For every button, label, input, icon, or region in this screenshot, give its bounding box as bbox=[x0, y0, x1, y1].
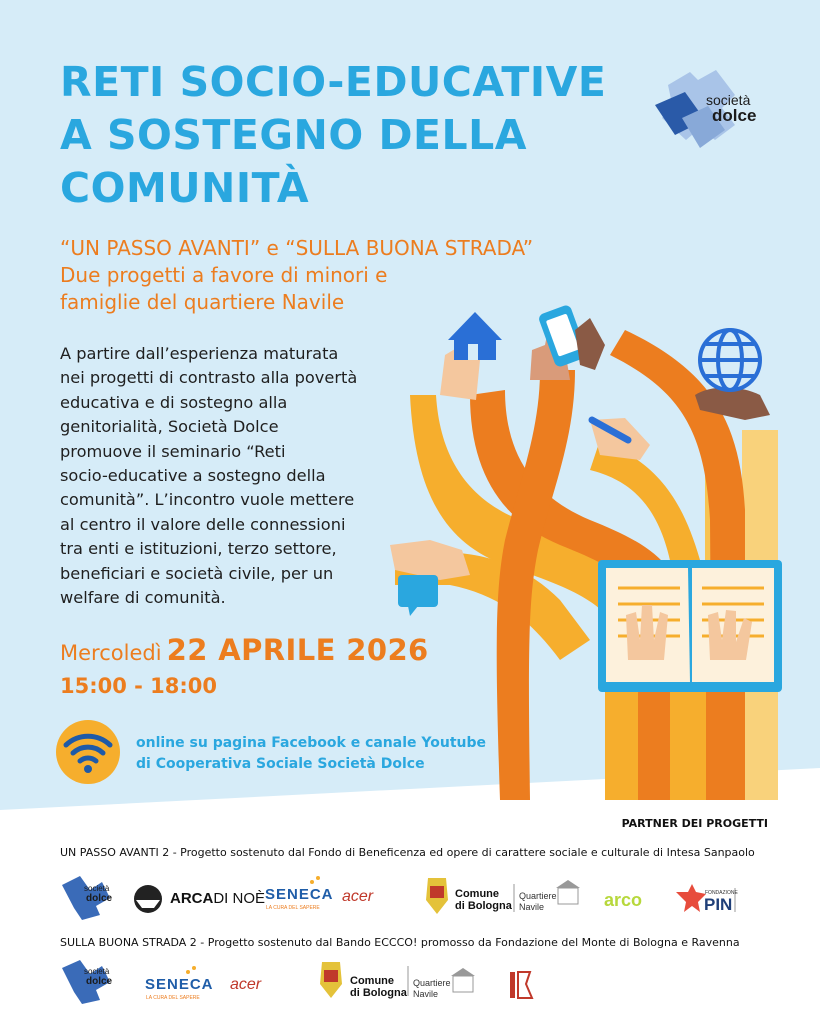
online-info[interactable] bbox=[136, 733, 486, 775]
seneca-logo-2: SENECA bbox=[145, 976, 214, 993]
body-line: al centro il valore delle connessioni bbox=[60, 514, 346, 534]
online-line-2: di Cooperativa Sociale Società Dolce bbox=[136, 756, 425, 772]
arca-logo-text bbox=[170, 890, 265, 907]
quartiere-1-line2: Navile bbox=[519, 902, 545, 912]
online-line-1: online su pagina Facebook e canale Youtube bbox=[136, 735, 487, 751]
partner-2-brand-line1: società bbox=[84, 967, 110, 976]
brand-logo-line1: società bbox=[706, 92, 751, 108]
page-title bbox=[60, 56, 640, 215]
partner-logo-fondazione-monte bbox=[510, 972, 532, 998]
comune-logo-1-line2: di Bologna bbox=[455, 900, 512, 912]
pin-logo-small: FONDAZIONE bbox=[705, 890, 738, 896]
quartiere-2-line2: Navile bbox=[413, 989, 439, 999]
comune-logo-2-line1: Comune bbox=[350, 975, 394, 987]
partner-1-brand-line2: dolce bbox=[86, 893, 113, 904]
event-date bbox=[60, 633, 429, 667]
quartiere-1-line1: Quartiere bbox=[519, 891, 557, 901]
title-line: RETI SOCIO-EDUCATIVE bbox=[60, 58, 607, 106]
brand-logo-line2: dolce bbox=[712, 106, 757, 125]
arca-text-a: ARCA bbox=[170, 890, 214, 907]
partner-logo-seneca-2 bbox=[186, 966, 196, 974]
body-line: educativa e di sostegno alla bbox=[60, 392, 288, 412]
partners-heading: PARTNER DEI PROGETTI bbox=[621, 817, 768, 830]
acer-logo-1: acer bbox=[342, 888, 374, 905]
body-line: socio-educative a sostegno della bbox=[60, 466, 326, 486]
body-line: genitorialità, Società Dolce bbox=[60, 417, 279, 437]
seneca-tag-2: LA CURA DEL SAPERE bbox=[146, 995, 200, 1001]
wifi-icon bbox=[56, 720, 120, 784]
body-line: comunità”. L’incontro vuole mettere bbox=[60, 490, 355, 510]
description-text bbox=[60, 342, 390, 610]
pin-logo: PIN bbox=[704, 895, 733, 914]
body-line: tra enti e istituzioni, terzo settore, bbox=[60, 539, 337, 559]
seneca-logo-1: SENECA bbox=[265, 886, 334, 903]
arco-logo: arco bbox=[604, 890, 643, 910]
body-line: promuove il seminario “Reti bbox=[60, 441, 286, 461]
partner-1-brand-line1: società bbox=[84, 884, 110, 893]
project1-description: UN PASSO AVANTI 2 - Progetto sostenuto dal Fondo di Beneficenza ed opere di carattere sociale e culturale di Intesa Sanpaolo bbox=[60, 846, 755, 859]
quartiere-2-line1: Quartiere bbox=[413, 978, 451, 988]
seneca-tag-1: LA CURA DEL SAPERE bbox=[266, 905, 320, 911]
partner-logo-quartiere-2 bbox=[451, 968, 475, 992]
body-line: welfare di comunità. bbox=[60, 588, 226, 608]
arca-text-b: DI NOÈ bbox=[213, 890, 266, 907]
project2-description: SULLA BUONA STRADA 2 - Progetto sostenuto dal Bando ECCCO! promosso da Fondazione del Monte di Bologna e Ravenna bbox=[60, 936, 740, 949]
event-weekday: Mercoledì bbox=[60, 641, 162, 665]
partner-logo-arca-di-noe bbox=[134, 885, 162, 913]
globe-icon bbox=[700, 330, 760, 390]
subtitle-line-3: famiglie del quartiere Navile bbox=[60, 290, 345, 314]
body-line: beneficiari e società civile, per un bbox=[60, 563, 334, 583]
comune-logo-1-line1: Comune bbox=[455, 888, 499, 900]
event-day: 22 APRILE 2026 bbox=[166, 633, 429, 667]
subtitle-line-2: Due progetti a favore di minori e bbox=[60, 263, 388, 287]
acer-logo-2: acer bbox=[230, 976, 262, 993]
title-line: COMUNITÀ bbox=[60, 164, 310, 212]
title-line: A SOSTEGNO DELLA bbox=[60, 111, 528, 159]
partner-2-brand-line2: dolce bbox=[86, 976, 113, 987]
partner-logo-seneca-1 bbox=[310, 876, 320, 884]
body-line: nei progetti di contrasto alla povertà bbox=[60, 368, 358, 388]
projects-subtitle: “UN PASSO AVANTI” e “SULLA BUONA STRADA” bbox=[60, 236, 534, 260]
comune-logo-2-line2: di Bologna bbox=[350, 987, 407, 999]
body-line: A partire dall’esperienza maturata bbox=[60, 344, 339, 363]
partner-logo-quartiere-1 bbox=[556, 880, 580, 904]
event-time: 15:00 - 18:00 bbox=[60, 674, 218, 698]
